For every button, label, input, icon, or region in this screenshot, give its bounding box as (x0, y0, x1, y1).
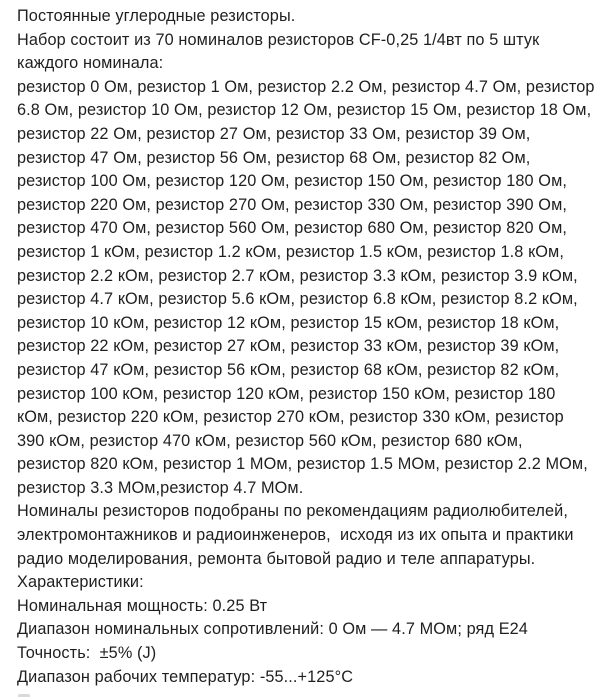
text-line: резистор 2.2 кОм, резистор 2.7 кОм, резистор 3.3 кОм, резистор 3.9 кОм, (17, 266, 578, 285)
text-line: 390 кОм, резистор 470 кОм, резистор 560 кОм, резистор 680 кОм, (17, 431, 523, 450)
text-line: резистор 220 Ом, резистор 270 Ом, резистор 330 Ом, резистор 390 Ом, (17, 195, 567, 214)
text-line: резистор 4.7 кОм, резистор 5.6 кОм, резистор 6.8 кОм, резистор 8.2 кОм, (17, 290, 578, 309)
text-line: резистор 47 Ом, резистор 56 Ом, резистор 68 Ом, резистор 82 Ом, (17, 148, 531, 167)
text-line: резистор 100 Ом, резистор 120 Ом, резистор 150 Ом, резистор 180 Ом, (17, 172, 567, 191)
text-line: Набор состоит из 70 номиналов резисторов CF-0,25 1/4вт по 5 штук (17, 30, 540, 49)
text-line: резистор 22 Ом, резистор 27 Ом, резистор 33 Ом, резистор 39 Ом, (17, 124, 531, 143)
text-line: Диапазон рабочих температур: -55...+125°C (17, 667, 354, 686)
text-line: Номинальная мощность: 0.25 Вт (17, 596, 268, 615)
text-line: резистор 22 кОм, резистор 27 кОм, резистор 33 кОм, резистор 39 кОм, (17, 337, 560, 356)
text-line: резистор 470 Ом, резистор 560 Ом, резистор 680 Ом, резистор 820 Ом, (17, 219, 567, 238)
text-line: резистор 10 кОм, резистор 12 кОм, резистор 15 кОм, резистор 18 кОм, (17, 313, 560, 332)
text-line: резистор 3.3 МОм,резистор 4.7 МОм. (17, 478, 304, 497)
text-line: каждого номинала: (17, 54, 164, 73)
text-line: 6.8 Ом, резистор 10 Ом, резистор 12 Ом, резистор 15 Ом, резистор 18 Ом, (17, 101, 592, 120)
text-line: резистор 1 кОм, резистор 1.2 кОм, резистор 1.5 кОм, резистор 1.8 кОм, (17, 242, 564, 261)
text-line: Постоянные углеродные резисторы. (17, 7, 296, 25)
text-line: кОм, резистор 220 кОм, резистор 270 кОм, резистор 330 кОм, резистор (17, 408, 564, 427)
text-line: резистор 47 кОм, резистор 56 кОм, резистор 68 кОм, резистор 82 кОм, (17, 360, 560, 379)
text-line: Характеристики: (17, 573, 144, 592)
text-line: Номиналы резисторов подобраны по рекомендациям радиолюбителей, (17, 502, 568, 521)
text-line: Диапазон номинальных сопротивлений: 0 Ом — 4.7 МОм; ряд E24 (17, 620, 528, 639)
text-line: резистор 100 кОм, резистор 120 кОм, резистор 150 кОм, резистор 180 (17, 384, 556, 403)
cutoff-next-line-artifact (18, 694, 30, 697)
text-line: радио моделирования, ремонта бытовой радио и теле аппаратуры. (17, 549, 536, 568)
text-line: Точность: ±5% (J) (17, 644, 157, 663)
text-line: электромонтажников и радиоинженеров, исходя из их опыта и практики (17, 526, 574, 545)
text-line: резистор 820 кОм, резистор 1 МОм, резистор 1.5 МОм, резистор 2.2 МОм, (17, 455, 588, 474)
text-line: резистор 0 Ом, резистор 1 Ом, резистор 2.2 Ом, резистор 4.7 Ом, резистор (17, 77, 595, 96)
